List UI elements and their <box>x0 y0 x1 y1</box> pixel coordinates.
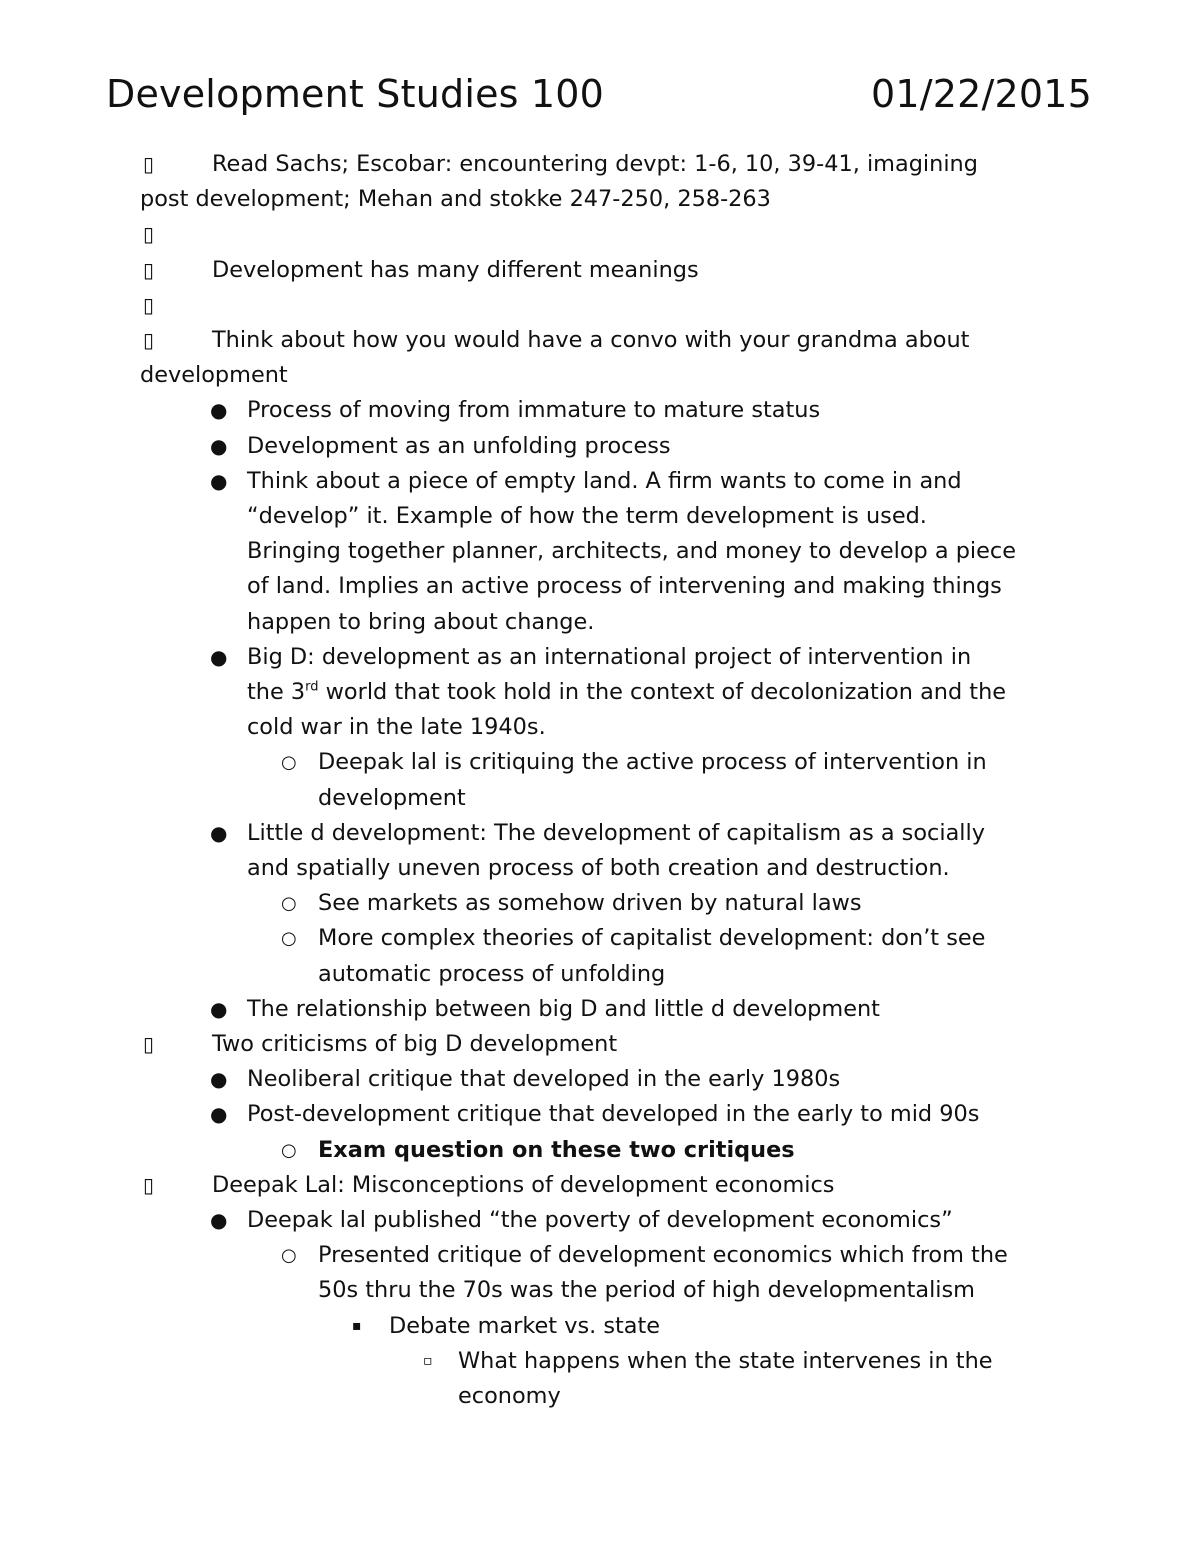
empty-note-line <box>140 217 1080 252</box>
bullet-circle-icon: ○ <box>281 1139 297 1161</box>
missing-glyph-icon: ▯ <box>143 1172 155 1197</box>
bullet-continuation: the 3rd world that took hold in the context of decolonization and the <box>247 679 1007 706</box>
page-title: Development Studies 100 <box>106 72 605 116</box>
note-line: development <box>140 362 288 389</box>
sub-bullet-item: ○ Exam question on these two critiques <box>140 1133 1080 1168</box>
bullet-circle-icon: ○ <box>281 928 297 950</box>
bullet-dot-icon: ● <box>210 1208 228 1233</box>
bullet-item: ● Little d development: The development of capitalism as a socially <box>140 816 1080 851</box>
sub-bullet-continuation: 50s thru the 70s was the period of high developmentalism <box>318 1277 975 1304</box>
sub-bullet-item: ○ Deepak lal is critiquing the active process of intervention in <box>140 745 1080 780</box>
bullet-item: ● Big D: development as an international project of intervention in <box>140 640 1080 675</box>
bullet-dot-icon: ● <box>210 820 228 845</box>
missing-glyph-icon: ▯ <box>143 292 155 317</box>
sub-bullet-continuation: development <box>318 784 466 811</box>
note-line: ▯ Think about how you would have a convo with your grandma about <box>140 323 1080 358</box>
level4-bullet-continuation: economy <box>458 1383 561 1410</box>
missing-glyph-icon: ▯ <box>143 222 155 247</box>
missing-glyph-icon: ▯ <box>143 327 155 352</box>
bullet-dot-icon: ● <box>210 433 228 458</box>
bullet-circle-icon: ○ <box>281 752 297 774</box>
bullet-dot-icon: ● <box>210 398 228 423</box>
bullet-continuation: “develop” it. Example of how the term development is used. <box>247 503 927 529</box>
bullet-square-icon: ▪ <box>352 1317 362 1334</box>
bullet-dot-icon: ● <box>210 644 228 669</box>
notes-body <box>140 147 1080 1414</box>
bullet-item: ● Development as an unfolding process <box>140 429 1080 464</box>
bullet-hollow-square-icon: ▫ <box>423 1352 433 1369</box>
bullet-item: ● Process of moving from immature to mature status <box>140 393 1080 428</box>
level4-bullet-item: ▫ What happens when the state intervenes in the <box>140 1344 1080 1379</box>
sub-bullet-item: ○ More complex theories of capitalist development: don’t see <box>140 921 1080 956</box>
sub-sub-bullet-item: ▪ Debate market vs. state <box>140 1309 1080 1344</box>
page-date: 01/22/2015 <box>870 72 1092 116</box>
bullet-item: ● The relationship between big D and little d development <box>140 992 1080 1027</box>
missing-glyph-icon: ▯ <box>143 257 155 282</box>
bullet-dot-icon: ● <box>210 1102 228 1127</box>
bullet-continuation: and spatially uneven process of both creation and destruction. <box>247 855 950 882</box>
bullet-item: ● Post-development critique that developed in the early to mid 90s <box>140 1097 1080 1132</box>
note-line: ▯ Read Sachs; Escobar: encountering devpt: 1-6, 10, 39-41, imagining <box>140 147 1080 182</box>
missing-glyph-icon: ▯ <box>143 1032 155 1057</box>
bullet-circle-icon: ○ <box>281 1245 297 1267</box>
bullet-item: ● Think about a piece of empty land. A firm wants to come in and <box>140 464 1080 499</box>
bullet-continuation: Bringing together planner, architects, and money to develop a piece <box>247 538 1016 565</box>
sub-bullet-item: ○ See markets as somehow driven by natural laws <box>140 886 1080 921</box>
note-line: ▯ Two criticisms of big D development <box>140 1027 1080 1062</box>
missing-glyph-icon: ▯ <box>143 152 155 176</box>
sub-bullet-item: ○ Presented critique of development economics which from the <box>140 1238 1080 1273</box>
note-line: ▯ Deepak Lal: Misconceptions of development economics <box>140 1168 1080 1203</box>
bullet-dot-icon: ● <box>210 468 228 493</box>
bullet-continuation: of land. Implies an active process of intervening and making things <box>247 573 1002 600</box>
bullet-continuation: cold war in the late 1940s. <box>247 714 546 741</box>
bullet-circle-icon: ○ <box>281 893 297 915</box>
bullet-dot-icon: ● <box>210 996 228 1021</box>
bullet-dot-icon: ● <box>210 1067 228 1092</box>
bullet-item: ● Neoliberal critique that developed in the early 1980s <box>140 1062 1080 1097</box>
note-line: post development; Mehan and stokke 247-250, 258-263 <box>140 186 771 213</box>
bullet-item: ● Deepak lal published “the poverty of development economics” <box>140 1203 1080 1238</box>
empty-note-line <box>140 288 1080 323</box>
sub-bullet-continuation: automatic process of unfolding <box>318 960 666 987</box>
bullet-continuation: happen to bring about change. <box>247 608 595 635</box>
note-line: ▯ Development has many different meanings <box>140 253 1080 288</box>
